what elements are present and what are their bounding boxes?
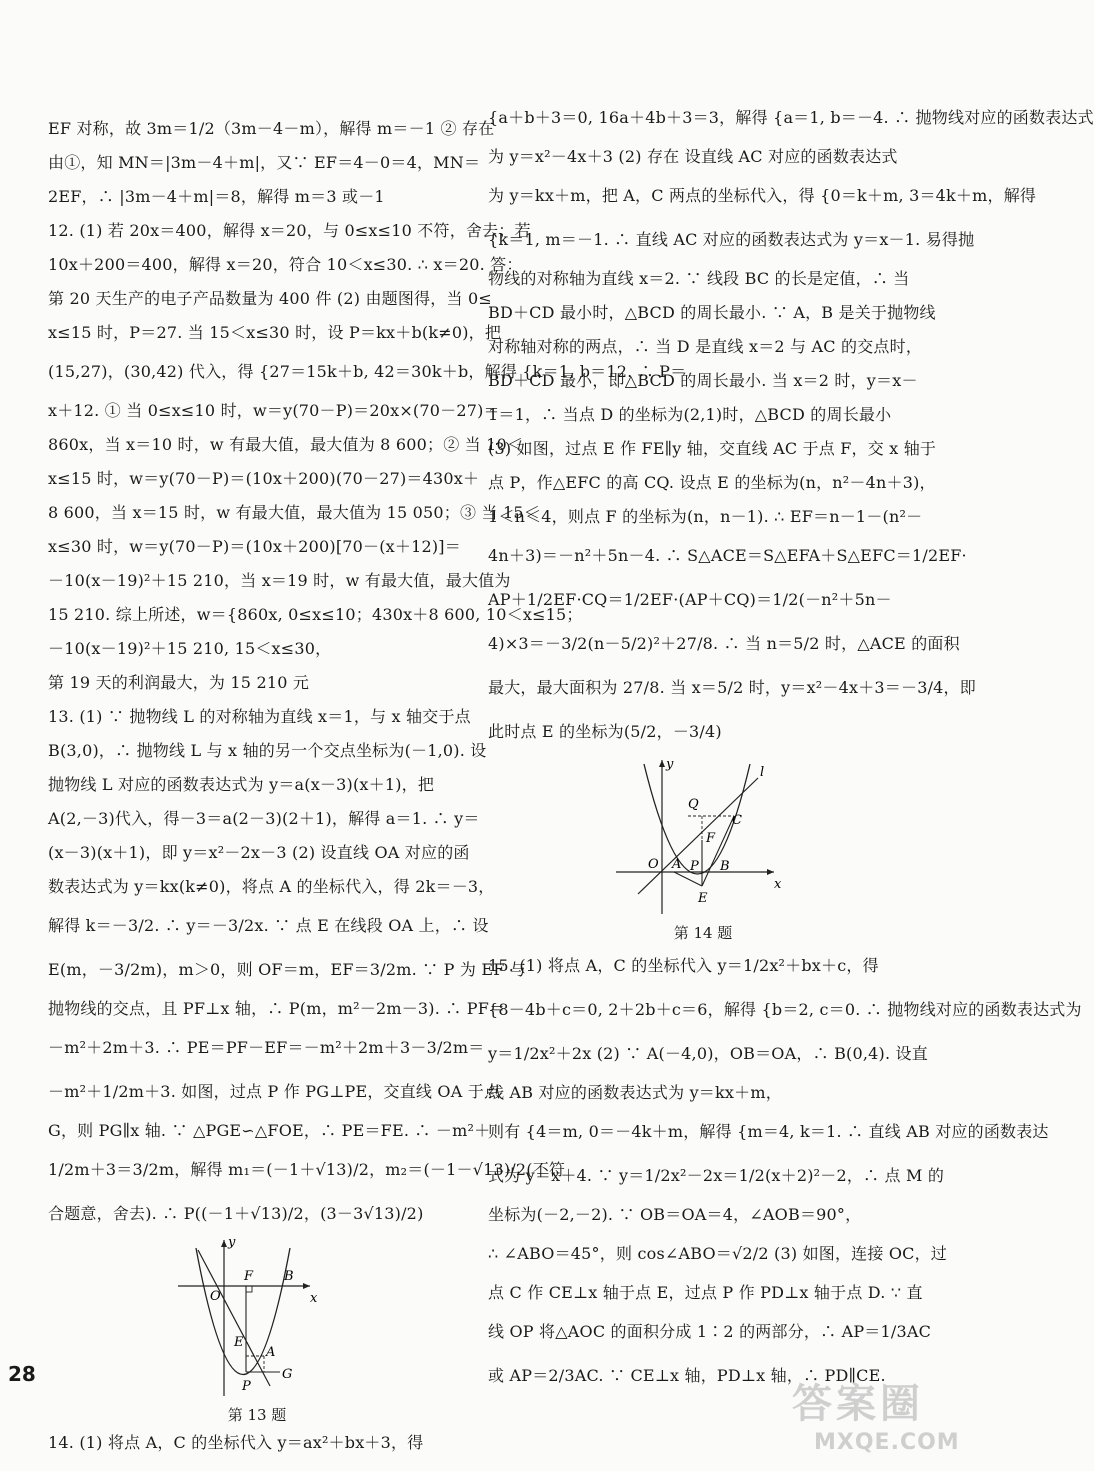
watermark-big: 答案圈: [792, 1381, 924, 1427]
fig13-label-y: y: [228, 1235, 236, 1250]
text-line: 15. (1) 将点 A，C 的坐标代入 y＝1/2x²＋bx＋c，得: [488, 956, 879, 975]
figure-13-graph: [48, 1236, 466, 1404]
text-line: 此时点 E 的坐标为(5/2，－3/4): [488, 722, 722, 741]
fig14-label-x: x: [774, 877, 782, 892]
text-line: －m²＋2m＋3. ∴ PE＝PF－EF＝－m²＋2m＋3－3/2m＝: [48, 1038, 485, 1057]
fig14-label-E: E: [698, 891, 708, 906]
text-line: 1＜n＜4，则点 F 的坐标为(n，n－1). ∴ EF＝n－1－(n²－: [488, 507, 923, 526]
fig14-label-P: P: [690, 859, 699, 874]
text-line: 1＝1，∴ 当点 D 的坐标为(2,1)时，△BCD 的周长最小: [488, 405, 892, 424]
text-line: 13. (1) ∵ 抛物线 L 的对称轴为直线 x＝1，与 x 轴交于点: [48, 707, 471, 726]
text-line: 线 OP 将△AOC 的面积分成 1∶2 的两部分，∴ AP＝1/3AC: [488, 1322, 932, 1341]
text-line: 坐标为(－2,－2). ∵ OB＝OA＝4，∠AOB＝90°，: [488, 1205, 862, 1224]
text-line: 8 600，当 x＝15 时，w 有最大值，最大值为 15 050；③ 当 15＜: [48, 503, 540, 522]
right-text-block: [488, 96, 1094, 754]
text-line: 为 y＝x²－4x＋3 (2) 存在 设直线 AC 对应的函数表达式: [488, 147, 898, 166]
text-line: 最大，最大面积为 27/8. 当 x＝5/2 时，y＝x²－4x＋3＝－3/4，即: [488, 678, 976, 697]
text-line: 1/2m＋3＝3/2m，解得 m₁＝(－1＋√13)/2，m₂＝(－1－√13)/2(不符: [48, 1160, 566, 1179]
text-line: {k＝1, m＝－1. ∴ 直线 AC 对应的函数表达式为 y＝x－1. 易得抛: [488, 230, 975, 249]
text-line: 10x＋200＝400，解得 x＝20，符合 10＜x≤30. ∴ x＝20. 答：: [48, 255, 523, 274]
watermark-logo: [792, 1380, 992, 1464]
text-line: EF 对称，故 3m＝1/2（3m－4－m），解得 m＝－1 ② 存在: [48, 119, 495, 138]
text-line: ∴ ∠ABO＝45°，则 cos∠ABO＝√2/2 (3) 如图，连接 OC，过: [488, 1244, 948, 1263]
fig13-label-x: x: [310, 1291, 318, 1306]
text-line: 解得 k＝－3/2. ∴ y＝－3/2x. ∵ 点 E 在线段 OA 上，∴ 设: [48, 916, 489, 935]
text-line: x≤15 时，P＝27. 当 15＜x≤30 时，设 P＝kx＋b(k≠0)，把: [48, 323, 502, 342]
text-line: A(2,－3)代入，得－3＝a(2－3)(2＋1)，解得 a＝1. ∴ y＝: [48, 809, 480, 828]
text-line: G，则 PG∥x 轴. ∵ △PGE∽△FOE，∴ PE＝FE. ∴ －m²＋: [48, 1121, 491, 1140]
text-line: 抛物线 L 对应的函数表达式为 y＝a(x－3)(x＋1)，把: [48, 775, 435, 794]
text-line: BD＋CD 最小时，△BCD 的周长最小. ∵ A，B 是关于抛物线: [488, 303, 936, 322]
text-line: BD＋CD 最小，即△BCD 的周长最小. 当 x＝2 时，y＝x－: [488, 371, 918, 390]
text-line: －10(x－19)²＋15 210, 15＜x≤30，: [48, 639, 332, 658]
text-line: 线 AB 对应的函数表达式为 y＝kx＋m，: [488, 1083, 782, 1102]
fig14-label-F: F: [706, 831, 716, 846]
fig14-label-A: A: [672, 857, 682, 872]
text-line: 则有 {4＝m, 0＝－4k＋m，解得 {m＝4, k＝1. ∴ 直线 AB 对应的函数表达: [488, 1122, 1049, 1141]
text-line: 860x，当 x＝10 时，w 有最大值，最大值为 8 600；② 当 10＜: [48, 435, 524, 454]
fig13-label-G: G: [282, 1367, 293, 1382]
watermark-small: MXQE.COM: [814, 1430, 960, 1455]
fig14-label-y: y: [666, 757, 674, 772]
figure-14-caption: 第 14 题: [673, 924, 733, 942]
text-line: 4)×3＝－3/2(n－5/2)²＋27/8. ∴ 当 n＝5/2 时，△ACE 的面积: [488, 634, 960, 653]
text-line: 2EF，∴ |3m－4＋m|＝8，解得 m＝3 或－1: [48, 187, 385, 206]
text-line: x≤30 时，w＝y(70－P)＝(10x＋200)[70－(x＋12)]＝: [48, 537, 461, 556]
text-line: 物线的对称轴为直线 x＝2. ∵ 线段 BC 的长是定值，∴ 当: [488, 269, 910, 288]
fig14-label-O: O: [648, 857, 659, 872]
right-text-block-2: [488, 944, 1082, 1398]
page-number: 28: [8, 1362, 36, 1386]
text-line: (3) 如图，过点 E 作 FE∥y 轴，交直线 AC 于点 F，交 x 轴于: [488, 439, 937, 458]
text-line: E(m，－3/2m)，m＞0，则 OF＝m，EF＝3/2m. ∵ P 为 EF 与: [48, 960, 527, 979]
text-line: AP＋1/2EF·CQ＝1/2EF·(AP＋CQ)＝1/2(－n²＋5n－: [488, 590, 892, 609]
text-line: x＋12. ① 当 0≤x≤10 时，w＝y(70－P)＝20x×(70－27)＝: [48, 401, 500, 420]
left-last-line: 14. (1) 将点 A，C 的坐标代入 y＝ax²＋bx＋3，得: [48, 1433, 424, 1452]
text-line: 或 AP＝2/3AC. ∵ CE⊥x 轴，PD⊥x 轴，∴ PD∥CE.: [488, 1366, 886, 1385]
text-line: 第 20 天生产的电子产品数量为 400 件 (2) 由题图得，当 0≤: [48, 289, 492, 308]
text-line: {8－4b＋c＝0, 2＋2b＋c＝6，解得 {b＝2, c＝0. ∴ 抛物线对应的函数表达式为: [488, 1000, 1082, 1019]
text-line: x≤15 时，w＝y(70－P)＝(10x＋200)(70－27)＝430x＋: [48, 469, 480, 488]
text-line: 点 C 作 CE⊥x 轴于点 E，过点 P 作 PD⊥x 轴于点 D. ∵ 直: [488, 1283, 923, 1302]
figure-14: [488, 754, 918, 944]
text-line: －10(x－19)²＋15 210，当 x＝19 时，w 有最大值，最大值为: [48, 571, 511, 590]
text-line: 为 y＝kx＋m，把 A，C 两点的坐标代入，得 {0＝k＋m, 3＝4k＋m，解得: [488, 186, 1037, 205]
text-line: 合题意，舍去). ∴ P((－1＋√13)/2，(3－3√13)/2): [48, 1204, 424, 1223]
fig14-label-l: l: [760, 765, 765, 780]
text-line: 12. (1) 若 20x＝400，解得 x＝20，与 0≤x≤10 不符，舍去；若: [48, 221, 531, 240]
text-line: 式为 y＝x＋4. ∵ y＝1/2x²－2x＝1/2(x＋2)²－2，∴ 点 M 的: [488, 1166, 945, 1185]
fig14-label-Q: Q: [688, 797, 699, 812]
fig14-label-C: C: [732, 813, 742, 828]
text-line: 由①，知 MN＝|3m－4＋m|，又∵ EF＝4－0＝4，MN＝: [48, 153, 481, 172]
text-line: y＝1/2x²＋2x (2) ∵ A(－4,0)，OB＝OA，∴ B(0,4). 设直: [488, 1044, 928, 1063]
fig13-label-F: F: [244, 1269, 254, 1284]
fig13-label-P: P: [242, 1379, 251, 1394]
text-line: 点 P，作△EFC 的高 CQ. 设点 E 的坐标为(n，n²－4n＋3)，: [488, 473, 936, 492]
fig14-label-B: B: [720, 859, 730, 874]
text-line: {a＋b＋3＝0, 16a＋4b＋3＝3，解得 {a＝1, b＝－4. ∴ 抛物线对应的函数表达式: [488, 108, 1094, 127]
text-line: 15 210. 综上所述，w＝{860x, 0≤x≤10；430x＋8 600, 10＜x≤15；: [48, 605, 583, 624]
fig13-label-A: A: [266, 1345, 276, 1360]
text-line: B(3,0)，∴ 抛物线 L 与 x 轴的另一个交点坐标为(－1,0). 设: [48, 741, 487, 760]
text-line: 抛物线的交点，且 PF⊥x 轴，∴ P(m，m²－2m－3). ∴ PF＝: [48, 999, 506, 1018]
text-line: 4n＋3)＝－n²＋5n－4. ∴ S△ACE＝S△EFA＋S△EFC＝1/2EF·: [488, 546, 967, 565]
text-line: －m²＋1/2m＋3. 如图，过点 P 作 PG⊥PE，交直线 OA 于点: [48, 1082, 501, 1101]
text-line: (x－3)(x＋1)，即 y＝x²－2x－3 (2) 设直线 OA 对应的函: [48, 843, 470, 862]
fig13-label-E: E: [234, 1335, 244, 1350]
text-line: 第 19 天的利润最大，为 15 210 元: [48, 673, 310, 692]
right-column: [488, 96, 1094, 1398]
text-line: 数表达式为 y＝kx(k≠0)，将点 A 的坐标代入，得 2k＝－3，: [48, 877, 495, 896]
text-line: 对称轴对称的两点，∴ 当 D 是直线 x＝2 与 AC 的交点时，: [488, 337, 923, 356]
figure-13: [48, 1236, 466, 1426]
figure-13-caption: 第 13 题: [227, 1406, 287, 1424]
fig13-label-B: B: [284, 1269, 294, 1284]
fig13-label-O: O: [210, 1289, 221, 1304]
text-line: (15,27)，(30,42) 代入，得 {27＝15k＋b, 42＝30k＋b，解得 {k＝1, b＝12. ∴ P＝: [48, 362, 687, 381]
figure-14-graph: [488, 754, 918, 922]
